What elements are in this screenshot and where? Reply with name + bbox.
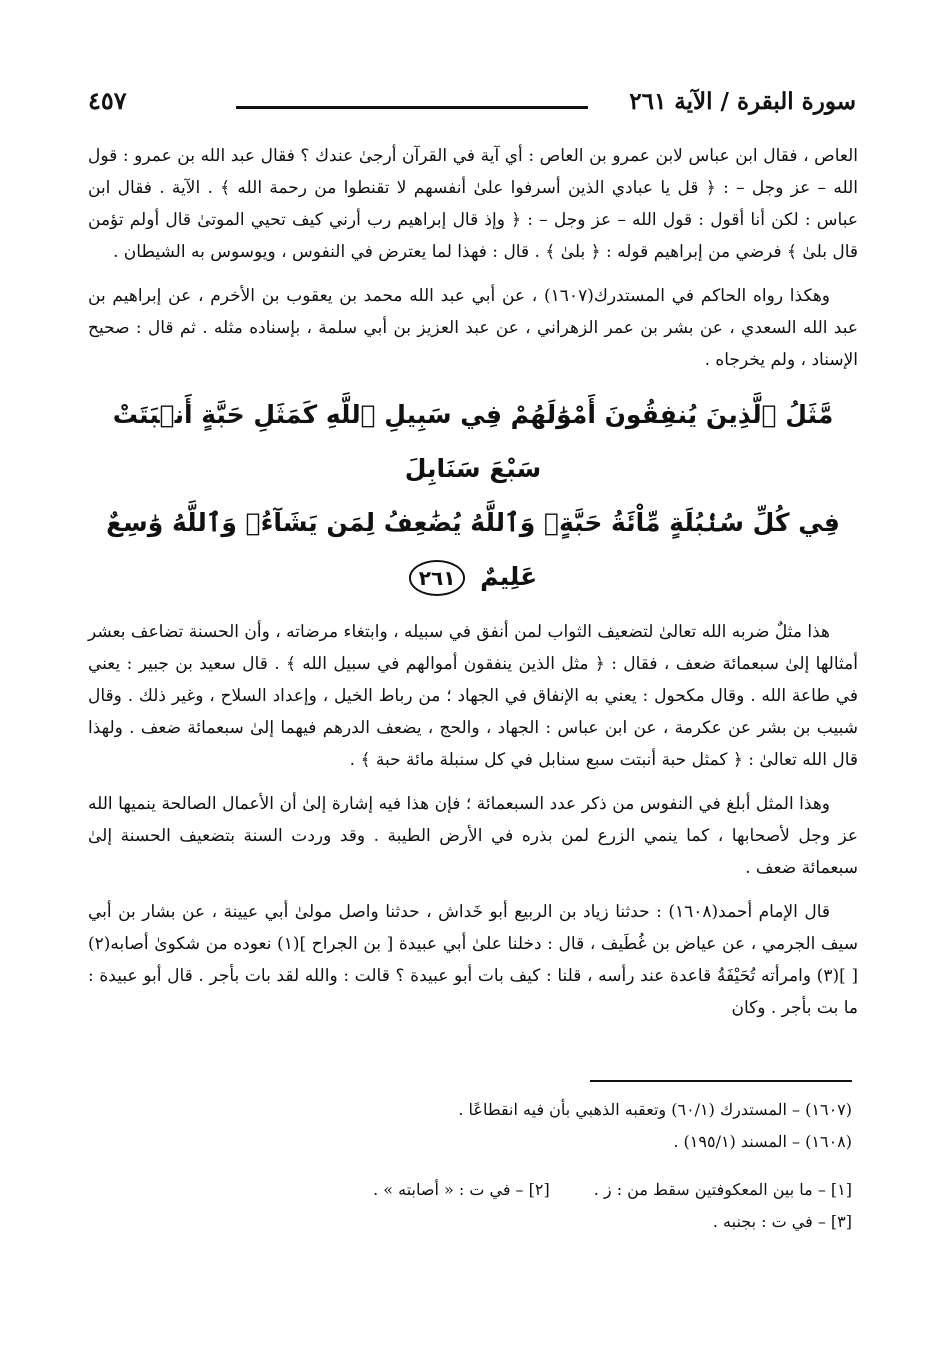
paragraph: العاص ، فقال ابن عباس لابن عمرو بن العاص : أي آية في القرآن أرجىٰ عندك ؟ فقال عبد الله بن عمرو : قول الله – عز وجل – : ﴿ قل يا عبادي الذين أسرفوا علىٰ أنفسهم لا تقنطوا من رحمة الله ﴾ . الآية . فقال ابن عباس : لكن أنا أقول : قول الله – عز وجل – : ﴿ وإذ قال إبراهيم رب أرني كيف تحيي الموتىٰ قال أولم تؤمن قال بلىٰ ﴾ فرضي من إبراهيم قوله : ﴿ بلىٰ ﴾ . قال : فهذا لما يعترض في النفوس ، ويوسوس به الشيطان . [88,146,858,262]
footnote: [٢] – في ت : « أصابته » . [373,1180,550,1199]
ayah-number: ٢٦١ [409,560,466,596]
header-rule [236,106,588,109]
footnote-rule [590,1080,852,1082]
footnote-row [82,1174,852,1206]
verse-line-2 [88,496,858,604]
footnote: [٣] – في ت : بجنبه . [712,1212,852,1231]
running-title: سورة البقرة / الآية ٢٦١ [629,88,856,115]
footnote: [١] – ما بين المعكوفتين سقط من : ز . [593,1180,852,1199]
paragraph: قال الإمام أحمد(١٦٠٨) : حدثنا زياد بن الربيع أبو خَداش ، حدثنا واصل مولىٰ أبي عيينة ، عن بشار بن أبي سيف الجرمي ، عن عياض بن غُطَيف ، قال : دخلنا علىٰ أبي عبيدة [ بن الجراح ](١) نعوده من شكوىٰ أصابه(٢) [ ](٣) وامرأته تُحَيْفَةُ قاعدة عند رأسه ، قلنا : كيف بات أبو عبيدة ؟ قالت : والله لقد بات بأجر . قال أبو عبيدة : ما بت بأجر . وكان [88,902,859,1018]
main-text [88,140,858,1036]
footnote: (١٦٠٧) – المستدرك (٦٠/١) وتعقبه الذهبي بأن فيه انقطاعًا . [458,1100,852,1119]
paragraph: هذا مثلٌ ضربه الله تعالىٰ لتضعيف الثواب لمن أنفق في سبيله ، وابتغاء مرضاته ، وأن الحسنة تضاعف بعشر أمثالها إلىٰ سبعمائة ضعف ، فقال : ﴿ مثل الذين ينفقون أموالهم في سبيل الله ﴾ . قال سعيد بن جبير : يعني في طاعة الله . وقال مكحول : يعني به الإنفاق في الجهاد ؛ من رباط الخيل ، وإعداد السلاح ، وغير ذلك . وقال شبيب بن بشر عن عكرمة ، عن ابن عباس : الجهاد ، والحج ، يضعف الدرهم فيهما إلىٰ سبعمائة ضعف . ولهذا قال الله تعالىٰ : ﴿ كمثل حبة أنبتت سبع سنابل في كل سنبلة مائة حبة ﴾ . [88,622,858,770]
page-header [88,84,856,124]
footnote: (١٦٠٨) – المسند (١٩٥/١) . [673,1132,852,1151]
footnote-gap [82,1158,852,1174]
footnotes [82,1094,852,1238]
paragraph: وهكذا رواه الحاكم في المستدرك(١٦٠٧) ، عن أبي عبد الله محمد بن يعقوب بن الأخرم ، عن إبراهيم بن عبد الله السعدي ، عن بشر بن عمر الزهراني ، عن عبد العزيز بن أبي سلمة ، بإسناده مثله . ثم قال : صحيح الإسناد ، ولم يخرجاه . [88,286,858,370]
verse-line: مَّثَلُ ٱلَّذِينَ يُنفِقُونَ أَمْوَٰلَهُمْ فِي سَبِيلِ ٱللَّهِ كَمَثَلِ حَبَّةٍ أَنۢبَتَتْ سَبْعَ سَنَابِلَ [112,400,834,483]
quran-verse [88,388,858,604]
verse-line: فِي كُلِّ سُنۢبُلَةٍ مِّاْئَةُ حَبَّةٍۗ وَٱللَّهُ يُضَٰعِفُ لِمَن يَشَآءُۗ وَٱللَّهُ وَٰسِعٌ عَلِيمٌ [106,508,840,591]
paragraph: وهذا المثل أبلغ في النفوس من ذكر عدد السبعمائة ؛ فإن هذا فيه إشارة إلىٰ أن الأعمال الصالحة ينميها الله عز وجل لأصحابها ، كما ينمي الزرع لمن بذره في الأرض الطيبة . وقد وردت السنة بتضعيف الحسنة إلىٰ سبعمائة ضعف . [88,794,858,878]
page-number: ٤٥٧ [88,86,127,115]
